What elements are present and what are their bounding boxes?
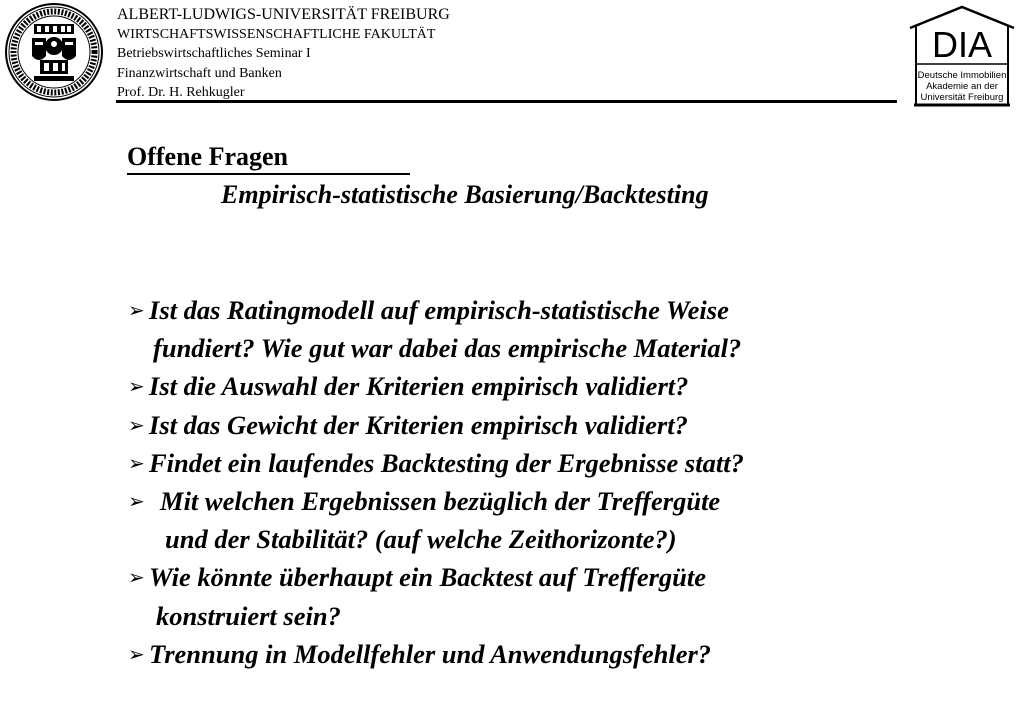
arrow-bullet-icon: ➢ <box>128 488 145 513</box>
arrow-bullet-icon: ➢ <box>128 565 145 590</box>
slide-subtitle: Empirisch-statistische Basierung/Backtesting <box>221 180 709 209</box>
bullet-text: Ist die Auswahl der Kriterien empirisch validiert? <box>149 371 689 402</box>
bullet-text: Wie könnte überhaupt ein Backtest auf Treffergüte <box>149 562 707 593</box>
arrow-bullet-icon: ➢ <box>128 412 145 437</box>
bullet-2 <box>128 367 744 405</box>
university-name: ALBERT-LUDWIGS-UNIVERSITÄT FREIBURG <box>117 6 450 23</box>
bullet-list <box>128 291 744 673</box>
header-divider <box>116 100 897 103</box>
bullet-7 <box>128 635 744 673</box>
bullet-6-line1 <box>128 558 744 596</box>
professor-name: Prof. Dr. H. Rehkugler <box>117 85 245 100</box>
dia-caption-line2: Akademie an der <box>926 81 998 92</box>
bullet-1-line1 <box>128 291 744 329</box>
bullet-5-line2: und der Stabilität? (auf welche Zeithorizonte?) <box>165 524 677 555</box>
seminar-name: Betriebswirtschaftliches Seminar I <box>117 46 311 61</box>
slide-title: Offene Fragen <box>127 141 410 175</box>
header-block <box>117 5 450 103</box>
bullet-6-line2: konstruiert sein? <box>156 600 341 631</box>
arrow-bullet-icon: ➢ <box>128 298 145 322</box>
faculty-name: WIRTSCHAFTSWISSENSCHAFTLICHE FAKULTÄT <box>117 26 436 42</box>
bullet-text: Trennung in Modellfehler und Anwendungsfehler? <box>149 638 712 669</box>
title-block <box>127 141 410 175</box>
dia-caption <box>910 70 1014 103</box>
bullet-1-line2: fundiert? Wie gut war dabei das empirische Material? <box>153 333 742 364</box>
bullet-text: Findet ein laufendes Backtesting der Ergebnisse statt? <box>149 447 744 478</box>
dia-caption-line1: Deutsche Immobilien <box>917 70 1007 81</box>
bullet-text: Mit welchen Ergebnissen bezüglich der Treffergüte <box>160 485 721 516</box>
bullet-text: Ist das Ratingmodell auf empirisch-statistische Weise <box>149 295 729 325</box>
department-name: Finanzwirtschaft und Banken <box>117 65 282 81</box>
arrow-bullet-icon: ➢ <box>128 450 145 475</box>
bullet-5-line1 <box>128 482 744 520</box>
arrow-bullet-icon: ➢ <box>128 374 145 399</box>
bullet-text: Ist das Gewicht der Kriterien empirisch validiert? <box>149 409 688 440</box>
university-seal-logo <box>4 2 104 102</box>
bullet-4 <box>128 444 744 482</box>
bullet-3 <box>128 406 744 444</box>
arrow-bullet-icon: ➢ <box>128 641 145 666</box>
dia-caption-line3: Universität Freiburg <box>920 92 1004 103</box>
dia-letters: DIA <box>931 24 993 65</box>
